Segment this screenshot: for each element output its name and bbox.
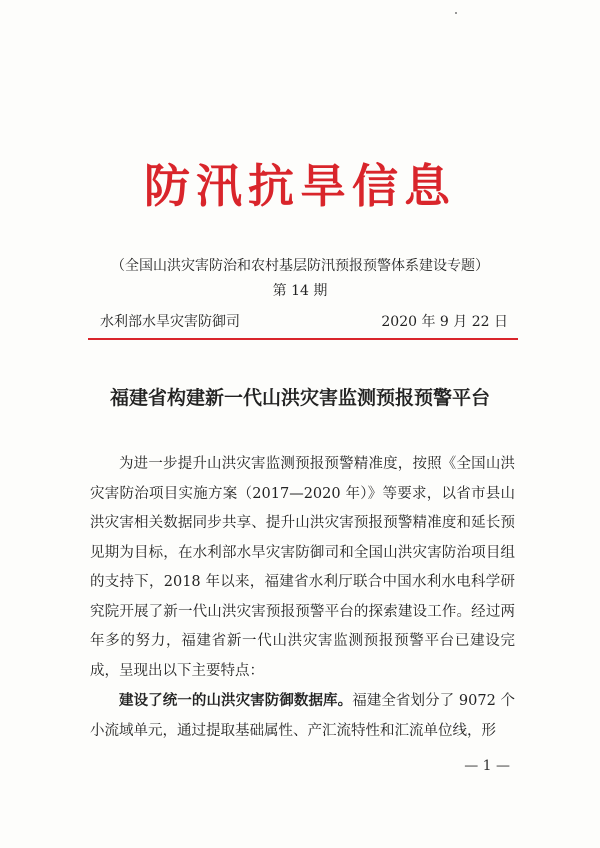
paragraph-intro: 为进一步提升山洪灾害监测预报预警精准度，按照《全国山洪灾害防治项目实施方案（2017—2020 年）》等要求，以省市县山洪灾害相关数据同步共享、提升山洪灾害预报预警精准度和延长预见期为目标，在水利部水旱灾害防御司和全国山洪灾害防治项目组的支持下，2018 年以来，福建省水利厅联合中国水利水电科学研究院开展了新一代山洪灾害预报预警平台的探索建设工作。经过两年多的努力，福建省新一代山洪灾害监测预报预警平台已建设完成，呈现出以下主要特点： <box>90 456 515 679</box>
issue-number: 第 14 期 <box>272 283 328 299</box>
scan-speck <box>455 12 457 14</box>
publisher: 水利部水旱灾害防御司 <box>100 314 240 330</box>
masthead-title: 防汛抗旱信息 <box>144 159 456 213</box>
paragraph-database <box>90 686 515 746</box>
red-divider-rule <box>88 338 518 340</box>
article-body <box>90 450 515 746</box>
article-title: 福建省构建新一代山洪灾害监测预报预警平台 <box>109 387 490 409</box>
page-number: — 1 — <box>464 758 510 774</box>
paragraph-lead: 建设了统一的山洪灾害防御数据库。 <box>119 692 353 709</box>
paragraph-text: 福建全省划分了 9072 个小流域单元，通过提取基础属性、产汇流特性和汇流单位线，形 <box>90 693 515 739</box>
publish-date: 2020 年 9 月 22 日 <box>381 314 508 330</box>
masthead-subtitle: （全国山洪灾害防治和农村基层防汛预报预警体系建设专题） <box>111 258 489 274</box>
